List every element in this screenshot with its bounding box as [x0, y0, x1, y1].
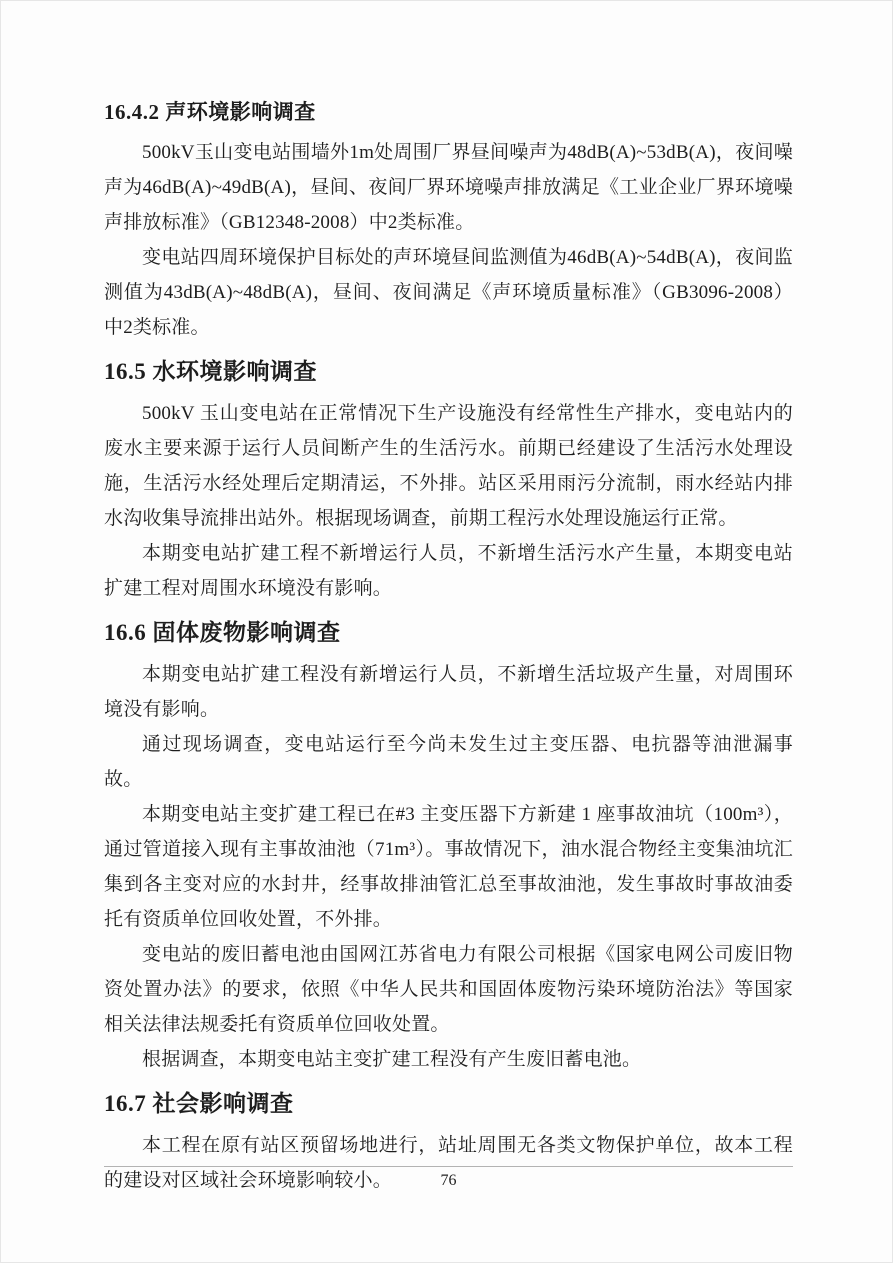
document-content: [104, 95, 793, 1198]
section-heading-16-4-2: 16.4.2 声环境影响调查: [104, 100, 316, 124]
section-heading-16-5: 16.5 水环境影响调查: [104, 359, 317, 384]
paragraph-noise-targets: 变电站四周环境保护目标处的声环境昼间监测值为46dB(A)~54dB(A)，夜间监测值为43dB(A)~48dB(A)，昼间、夜间满足《声环境质量标准》（GB3096-2008）中2类标准。: [104, 247, 793, 338]
page-footer: [104, 1166, 793, 1192]
section-heading-16-7: 16.7 社会影响调查: [104, 1091, 294, 1116]
page-number: 76: [440, 1172, 457, 1189]
paragraph-waste-batteries: 变电站的废旧蓄电池由国网江苏省电力有限公司根据《国家电网公司废旧物资处置办法》的要求，依照《中华人民共和国固体废物污染环境防治法》等国家相关法律法规委托有资质单位回收处置。: [104, 944, 793, 1035]
paragraph-noise-boundary: 500kV玉山变电站围墙外1m处周围厂界昼间噪声为48dB(A)~53dB(A)，夜间噪声为46dB(A)~49dB(A)，昼间、夜间厂界环境噪声排放满足《工业企业厂界环境噪声排放标准》（GB12348-2008）中2类标准。: [104, 142, 793, 233]
paragraph-social-impact: 本工程在原有站区预留场地进行，站址周围无各类文物保护单位，故本工程的建设对区域社会环境影响较小。: [104, 1135, 793, 1191]
paragraph-water-no-impact: 本期变电站扩建工程不新增运行人员，不新增生活污水产生量，本期变电站扩建工程对周围水环境没有影响。: [104, 543, 793, 599]
paragraph-waste-oil-pit: 本期变电站主变扩建工程已在#3 主变压器下方新建 1 座事故油坑（100m³），通过管道接入现有主事故油池（71m³）。事故情况下，油水混合物经主变集油坑汇集到各主变对应的水封井，经事故排油管汇总至事故油池，发生事故时事故油委托有资质单位回收处置，不外排。: [104, 804, 793, 930]
section-heading-16-6: 16.6 固体废物影响调查: [104, 620, 341, 645]
paragraph-waste-no-leak: 通过现场调查，变电站运行至今尚未发生过主变压器、电抗器等油泄漏事故。: [104, 734, 793, 790]
paragraph-water-sources: 500kV 玉山变电站在正常情况下生产设施没有经常性生产排水，变电站内的废水主要来源于运行人员间断产生的生活污水。前期已经建设了生活污水处理设施，生活污水经处理后定期清运，不外排。站区采用雨污分流制，雨水经站内排水沟收集导流排出站外。根据现场调查，前期工程污水处理设施运行正常。: [104, 403, 793, 529]
paragraph-waste-no-batteries: 根据调查，本期变电站主变扩建工程没有产生废旧蓄电池。: [142, 1049, 642, 1070]
paragraph-waste-no-impact: 本期变电站扩建工程没有新增运行人员，不新增生活垃圾产生量，对周围环境没有影响。: [104, 664, 793, 720]
